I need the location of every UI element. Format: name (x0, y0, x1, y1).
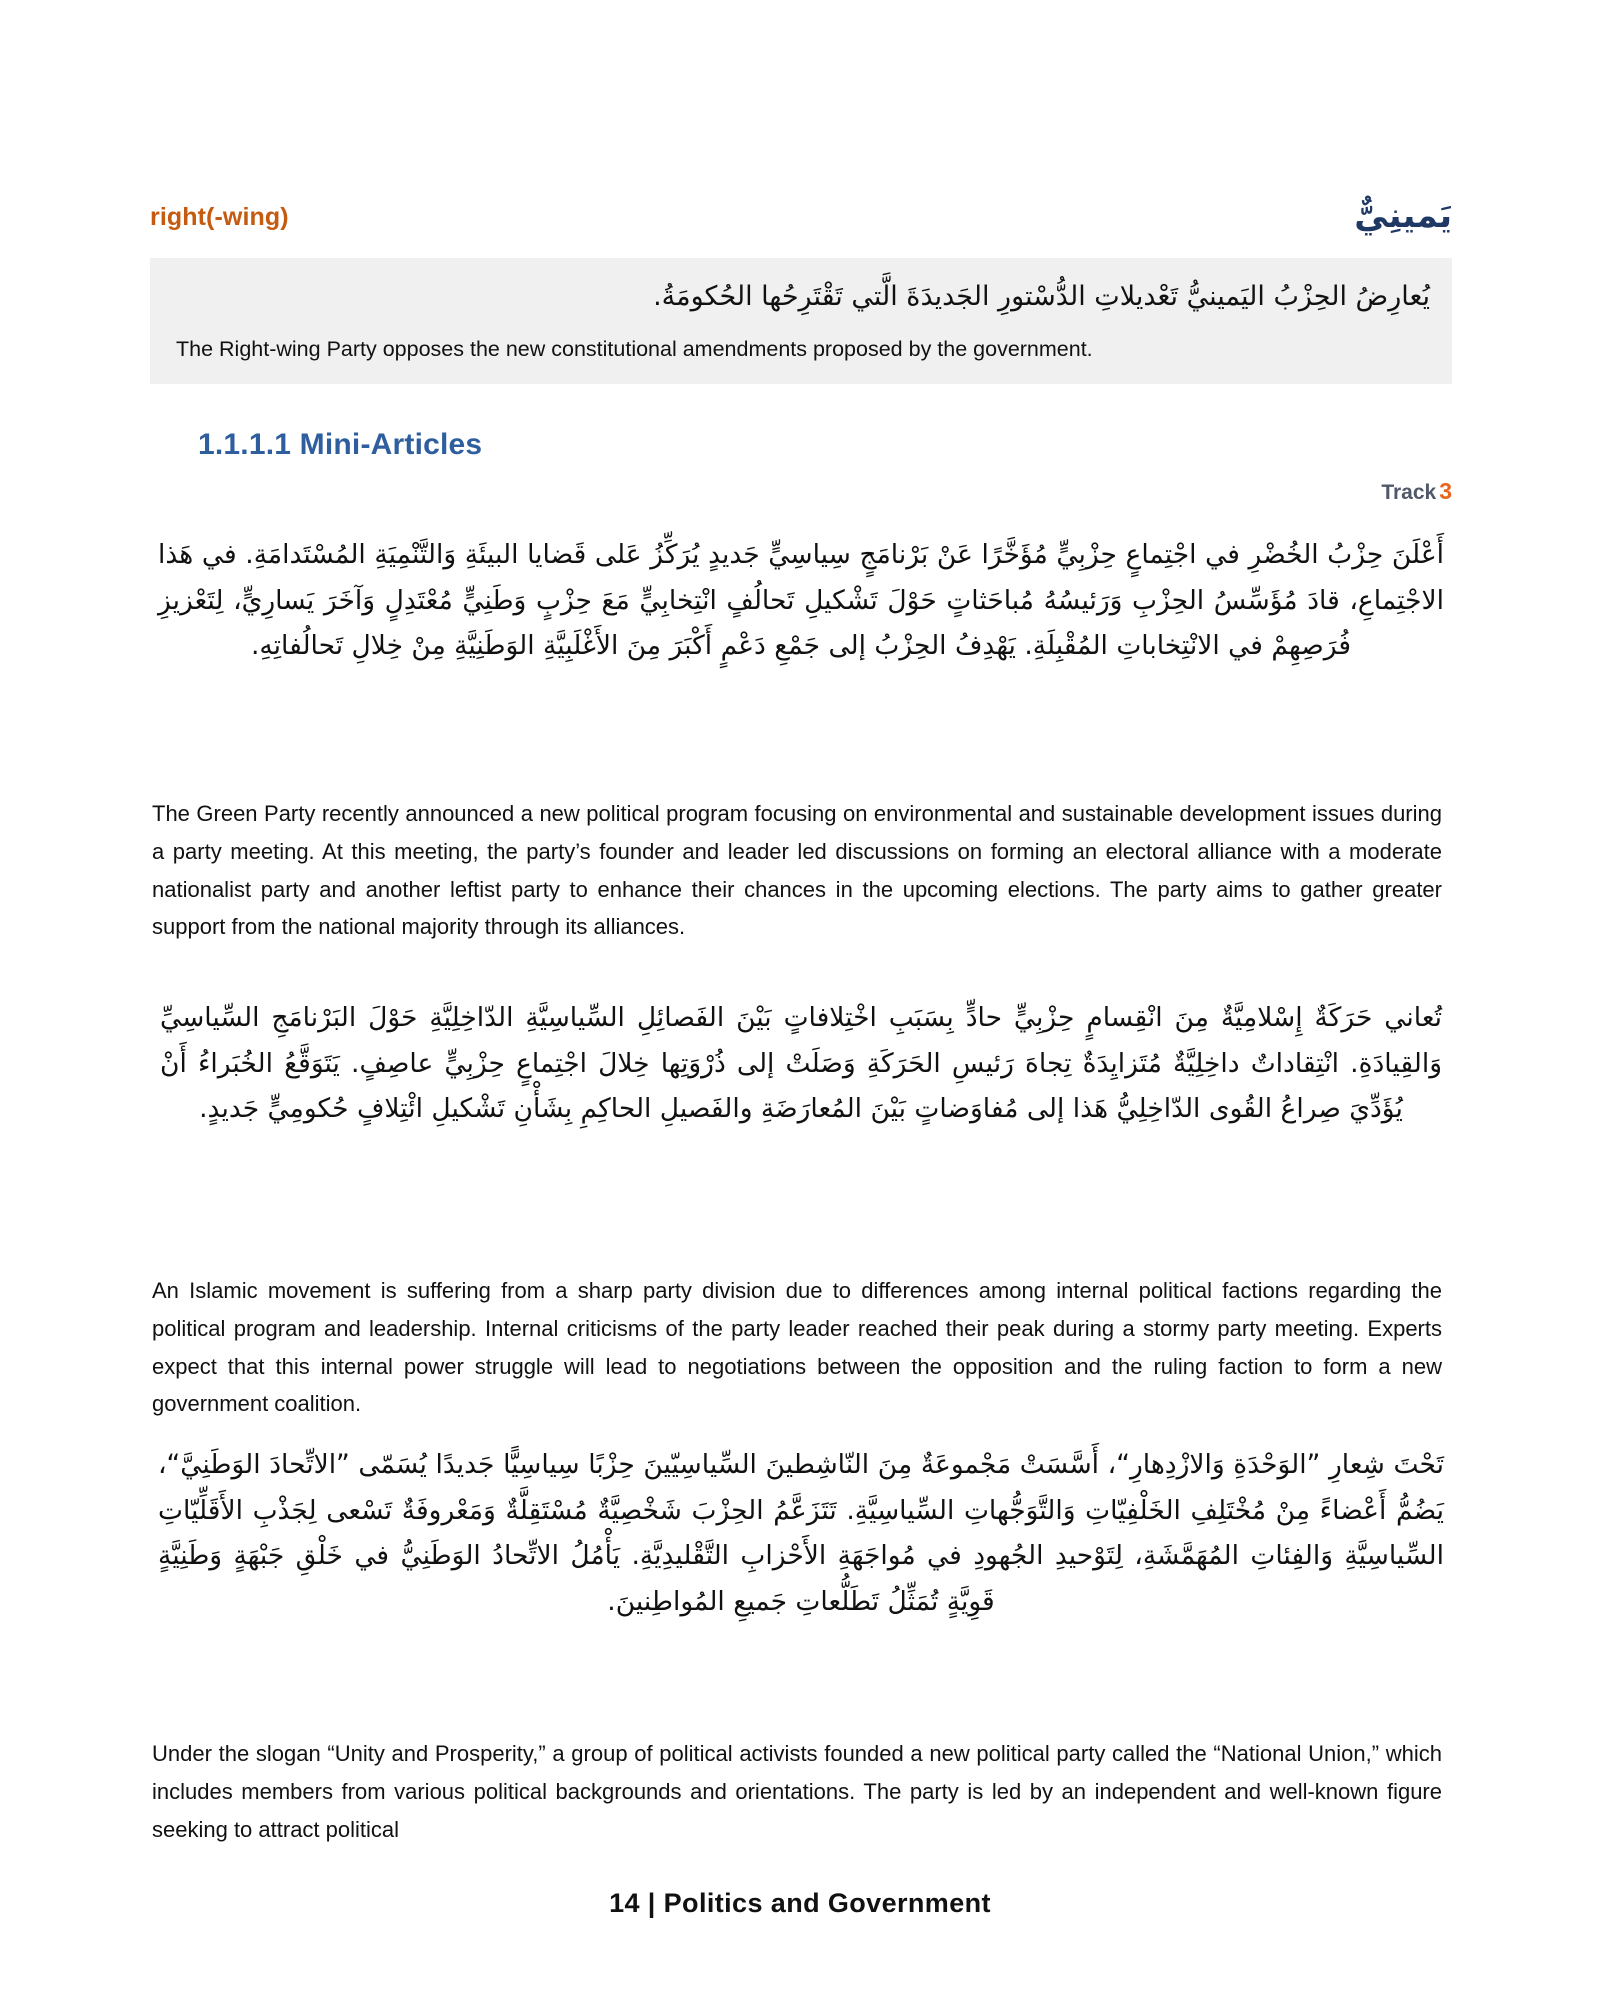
article-2-english-block (150, 1272, 1452, 1423)
example-sentence-box (150, 258, 1452, 384)
article-1-english-text: The Green Party recently announced a new political program focusing on environmental and sustainable development issues during a party meeting. At this meeting, the party’s founder and leader led discussions on forming an electoral alliance with a moderate nationalist party and another leftist party to enhance their chances in the upcoming elections. The party aims to gather greater support from the national majority through its alliances. (152, 801, 1442, 940)
article-3-arabic-text: تَحْتَ شِعارِ ”الوَحْدَةِ وَالازْدِهارِ“، أَسَّسَتْ مَجْموعَةٌ مِنَ النّاشِطينَ السِّياسِيّينَ حِزْبًا سِياسِيًّا جَديدًا يُسَمّى ”الاتِّحادَ الوَطَنِيَّ“، يَضُمُّ أَعْضاءً مِنْ مُخْتَلِفِ الخَلْفِيّاتِ وَالتَّوَجُّهاتِ السِّياسِيَّةِ. تَتَزَعَّمُ الحِزْبَ شَخْصِيَّةٌ مُسْتَقِلَّةٌ وَمَعْروفَةٌ تَسْعى لِجَذْبِ الأَقَلِّيّاتِ السِّياسِيَّةِ وَالفِئاتِ المُهَمَّشَةِ، لِتَوْحيدِ الجُهودِ في مُواجَهَةِ الأَحْزابِ التَّقْليدِيَّةِ. يَأْمُلُ الاتِّحادُ الوَطَنِيُّ في خَلْقِ جَبْهَةٍ وَطَنِيَّةٍ قَوِيَّةٍ تُمَثِّلُ تَطَلُّعاتِ جَميعِ المُواطِنينَ. (158, 1449, 1444, 1617)
article-2-english-text: An Islamic movement is suffering from a sharp party division due to differences among internal political factions regarding the political program and leadership. Internal criticisms of the party leader reached their peak during a stormy party meeting. Experts expect that this internal power struggle will lead to negotiations between the opposition and the ruling faction to form a new government coalition. (152, 1278, 1442, 1417)
entry-gloss-english: right(-wing) (150, 203, 289, 231)
section-heading: 1.1.1.1 Mini-Articles (198, 428, 483, 461)
track-label: Track (1381, 481, 1437, 504)
article-1-arabic-text: أَعْلَنَ حِزْبُ الخُضْرِ في اجْتِماعٍ حِزْبِيٍّ مُؤَخَّرًا عَنْ بَرْنامَجٍ سِياسِيٍّ جَديدٍ يُرَكِّزُ عَلى قَضايا البيئَةِ وَالتَّنْمِيَةِ المُسْتَدامَةِ. في هَذا الاجْتِماعِ، قادَ مُؤَسِّسُ الحِزْبِ وَرَئيسُهُ مُباحَثاتٍ حَوْلَ تَشْكيلِ تَحالُفٍ انْتِخابِيٍّ مَعَ حِزْبٍ وَطَنِيٍّ مُعْتَدِلٍ وَآخَرَ يَسارِيٍّ، لِتَعْزيزِ فُرَصِهِمْ في الانْتِخاباتِ المُقْبِلَةِ. يَهْدِفُ الحِزْبُ إلى جَمْعِ دَعْمٍ أَكْبَرَ مِنَ الأَغْلَبِيَّةِ الوَطَنِيَّةِ مِنْ خِلالِ تَحالُفاتِهِ. (158, 539, 1444, 662)
dictionary-entry-header (150, 185, 1452, 236)
entry-headword-arabic: يَمينِيٌّ (1354, 196, 1452, 236)
track-indicator (1381, 478, 1452, 505)
article-1-english-block (150, 795, 1452, 946)
article-3-arabic-block (150, 1442, 1452, 1624)
track-number: 3 (1439, 478, 1452, 504)
example-sentence-english: The Right-wing Party opposes the new constitutional amendments proposed by the government. (176, 336, 1093, 361)
page-footer: 14 | Politics and Government (609, 1888, 991, 1918)
article-2-arabic-text: تُعاني حَرَكَةٌ إِسْلامِيَّةٌ مِنَ انْقِسامٍ حِزْبِيٍّ حادٍّ بِسَبَبِ اخْتِلافاتٍ بَيْنَ الفَصائِلِ السِّياسِيَّةِ الدّاخِلِيَّةِ حَوْلَ البَرْنامَجِ السِّياسِيِّ وَالقِيادَةِ. انْتِقاداتٌ داخِلِيَّةٌ مُتَزايِدَةٌ تِجاهَ رَئيسِ الحَرَكَةِ وَصَلَتْ إلى ذُرْوَتِها خِلالَ اجْتِماعٍ حِزْبِيٍّ عاصِفٍ. يَتَوَقَّعُ الخُبَراءُ أَنْ يُؤَدِّيَ صِراعُ القُوى الدّاخِلِيُّ هَذا إلى مُفاوَضاتٍ بَيْنَ المُعارَضَةِ والفَصيلِ الحاكِمِ بِشَأْنِ تَشْكيلِ ائْتِلافٍ حُكومِيٍّ جَديدٍ. (160, 1002, 1442, 1125)
example-sentence-arabic: يُعارِضُ الحِزْبُ اليَمينيُّ تَعْديلاتِ الدُّسْتورِ الجَديدَةَ الَّتي تَقْتَرِحُها الحُكومَةُ. (653, 281, 1430, 312)
article-1-arabic-block (150, 532, 1452, 669)
article-2-arabic-block (150, 995, 1452, 1132)
article-3-english-text: Under the slogan “Unity and Prosperity,” a group of political activists founded a new political party called the “National Union,” which includes members from various political backgrounds and orientations. The party is led by an independent and well-known figure seeking to attract political (152, 1741, 1442, 1842)
article-3-english-block (150, 1735, 1452, 1848)
